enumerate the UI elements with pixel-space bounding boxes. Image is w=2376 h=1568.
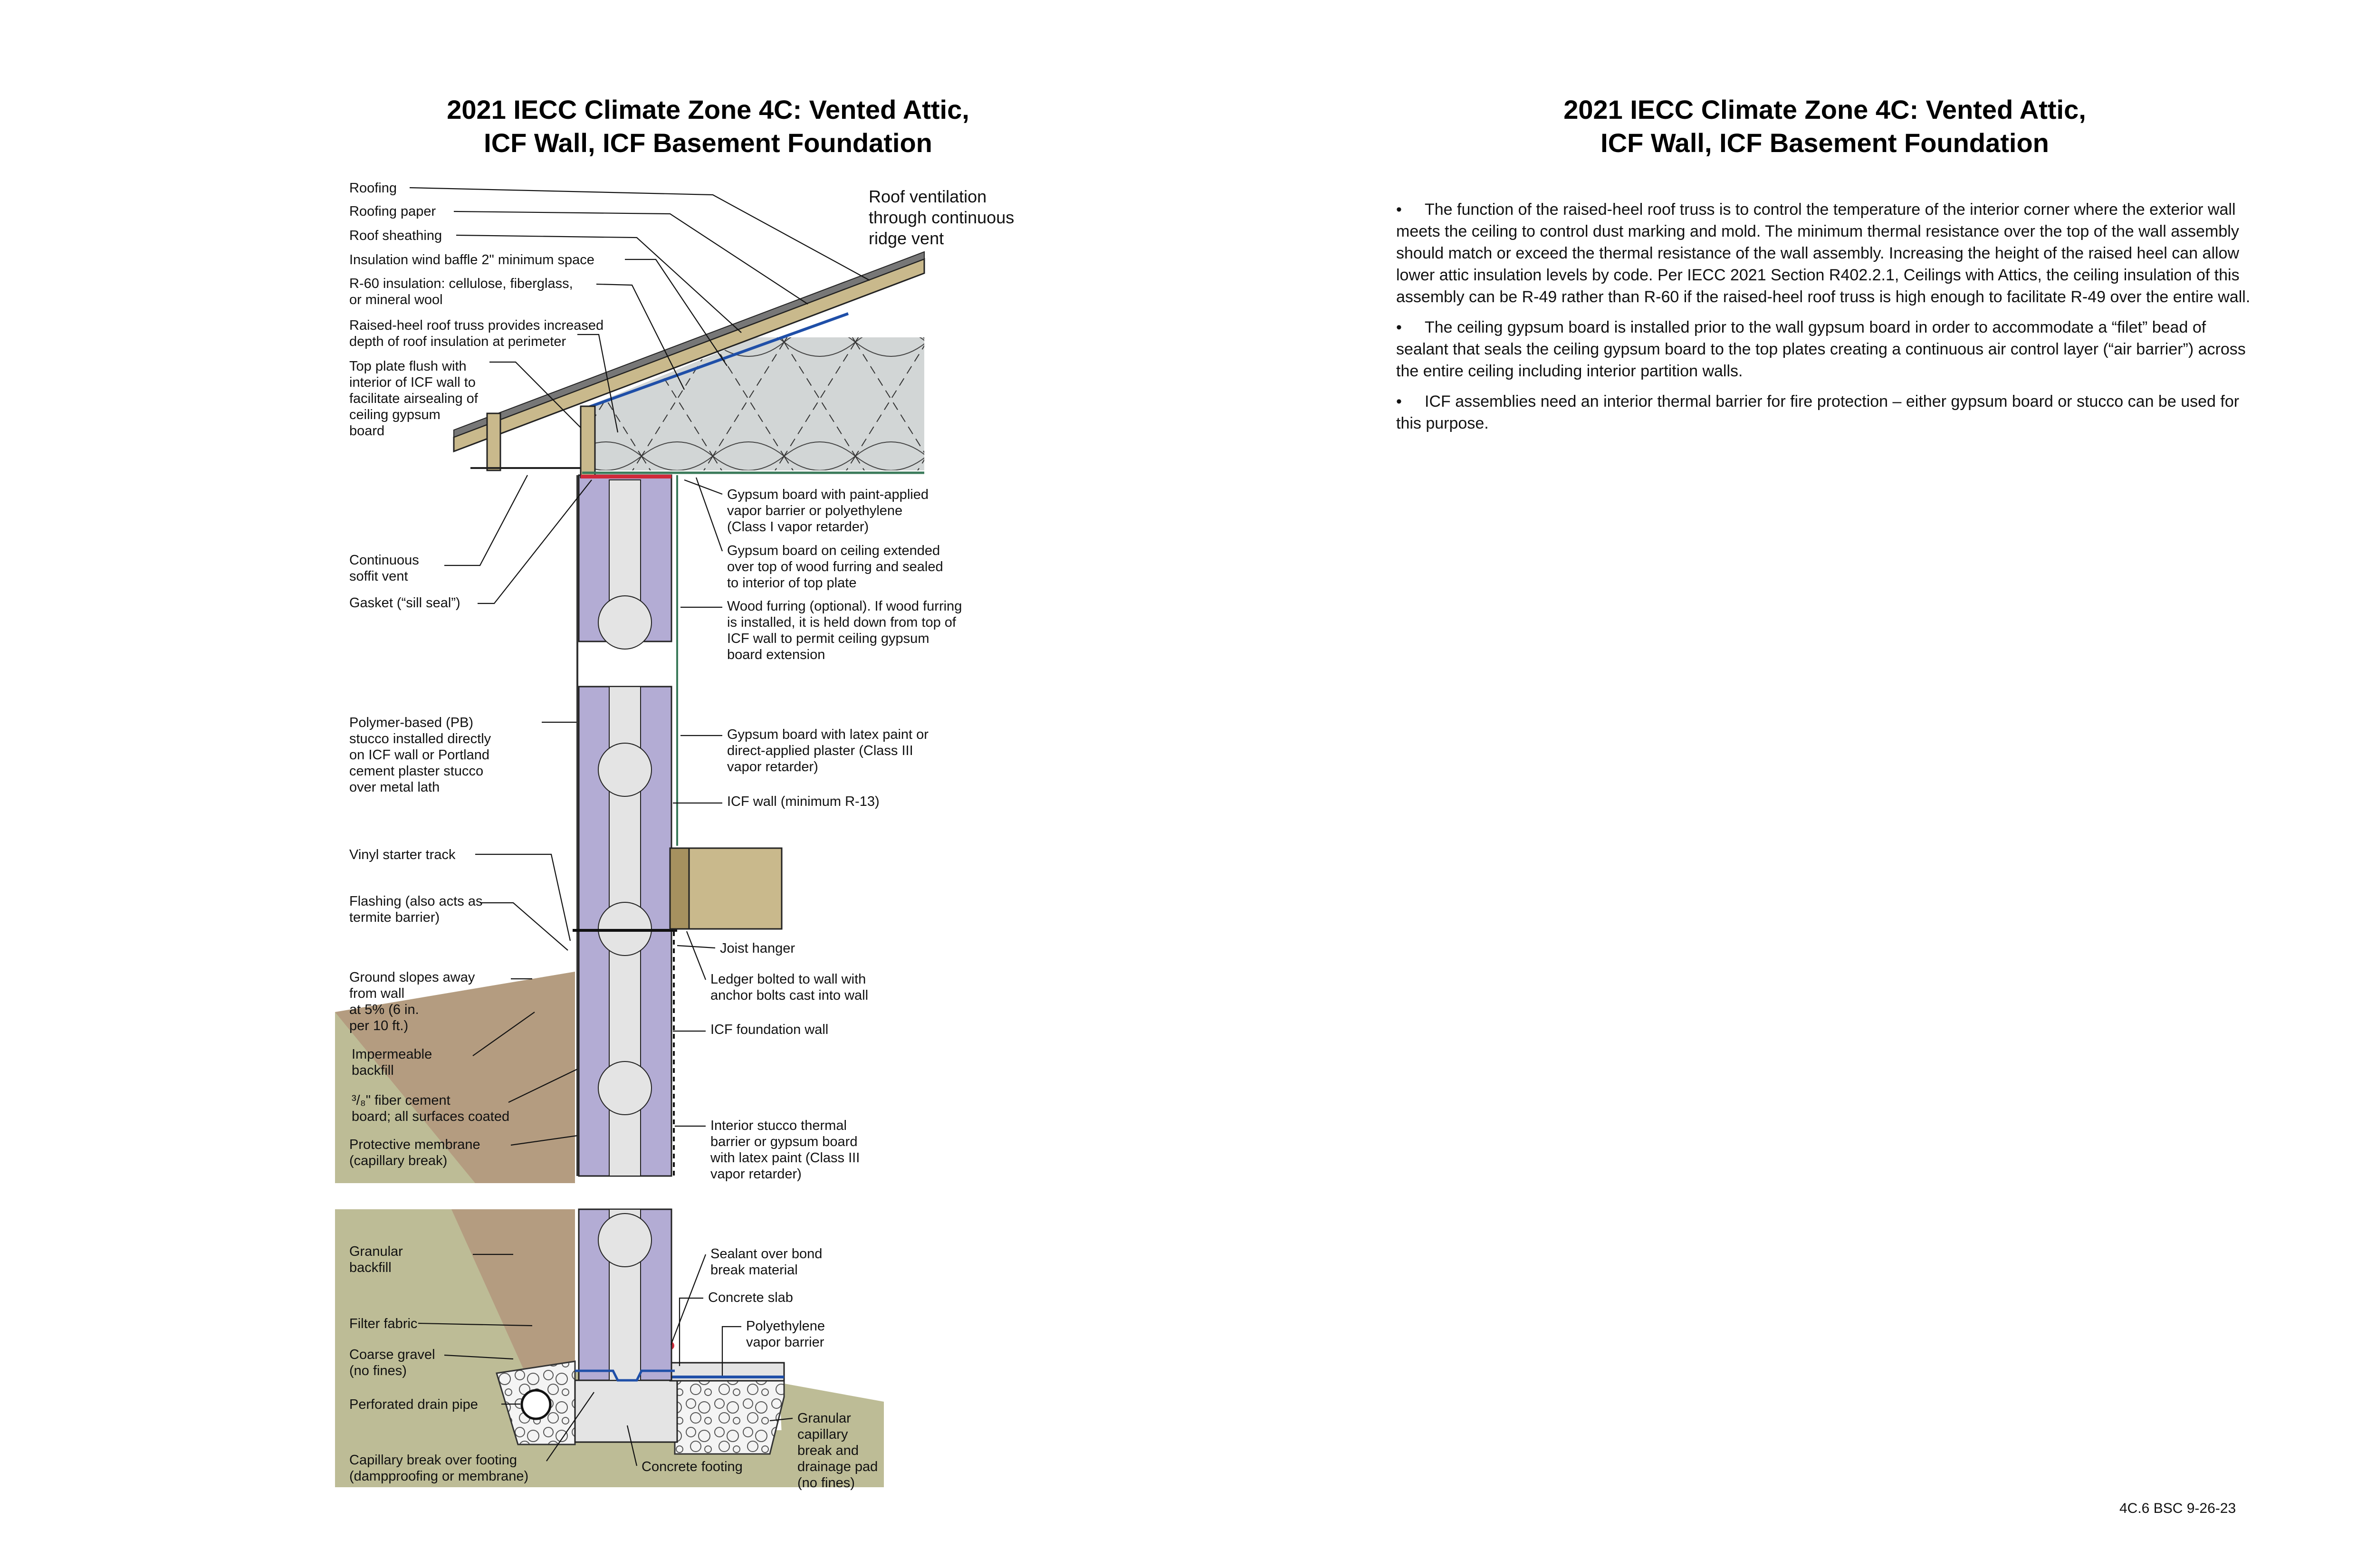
label-baffle: Insulation wind baffle 2" minimum space: [349, 252, 594, 268]
label-roofing: Roofing: [349, 181, 397, 196]
top-plate: [581, 406, 595, 478]
label-fiber-cement: ³/₈" fiber cement: [352, 1093, 450, 1108]
ledger: [670, 848, 689, 929]
label-roof-vent: Roof ventilation: [869, 187, 987, 206]
svg-text:Polymer-based (PB)stucco insta: Polymer-based (PB) stucco installed directly on ICF wall or Portland cement plaster stucco over metal lath: [349, 715, 491, 795]
attic-insulation: [582, 337, 924, 470]
svg-text:Wood furring (optional). If wo: Wood furring (optional). If wood furring is installed, it is held down from top of ICF wall to permit ceiling gypsum board extension: [727, 599, 962, 662]
svg-text:Flashing (also acts astermite: Flashing (also acts as termite barrier): [349, 894, 483, 925]
bullet-icon: •: [1396, 318, 1402, 336]
bullet-icon: •: [1396, 392, 1402, 411]
concrete-footing: [575, 1380, 677, 1442]
svg-text:Impermeablebackfill: Impermeable backfill: [352, 1047, 432, 1078]
label-sealant: Sealant over bond: [710, 1246, 823, 1262]
label-soffit-vent: Continuous: [349, 553, 419, 568]
label-roof-sheathing: Roof sheathing: [349, 228, 442, 243]
svg-text:Coarse gravel(no fines): Coarse gravel (no fines): [349, 1347, 435, 1378]
section-drawing: [335, 252, 924, 1487]
label-r60: R-60 insulation: cellulose, fiberglass,: [349, 276, 573, 291]
label-roofing-paper: Roofing paper: [349, 204, 436, 219]
svg-text:Perforated drain pipe: [349, 1397, 478, 1412]
label-interior-stucco: Interior stucco thermal: [710, 1118, 847, 1133]
label-stucco: Polymer-based (PB): [349, 715, 474, 730]
label-icf-foundation: ICF foundation wall: [710, 1022, 829, 1037]
label-gyp-latex: Gypsum board with latex paint or: [727, 727, 929, 742]
note-text: ICF assemblies need an interior thermal barrier for fire protection – either gypsum board or stucco can be used for this purpose.: [1396, 392, 2240, 432]
label-impermeable: Impermeable: [352, 1047, 432, 1062]
title-line-1: 2021 IECC Climate Zone 4C: Vented Attic,: [1563, 95, 2086, 124]
svg-text:Ground slopes awayfrom wallat: Ground slopes away from wall at 5% (6 in. per 10 ft.): [349, 970, 475, 1033]
drain-pipe: [522, 1390, 550, 1419]
title-line-2: ICF Wall, ICF Basement Foundation: [1600, 128, 2049, 158]
svg-text:Insulation wind baffle 2" mini: [349, 252, 594, 268]
label-slab: Concrete slab: [708, 1290, 793, 1305]
svg-text:Concrete slab: [708, 1290, 793, 1305]
label-ground-slopes: Ground slopes away: [349, 970, 475, 985]
label-r60: or mineral wool: [349, 292, 443, 307]
bullet-icon: •: [1396, 201, 1402, 219]
svg-text:Gypsum board on ceiling extend: Gypsum board on ceiling extended over top of wood furring and sealed to interior of top plate: [727, 543, 943, 591]
svg-text:Sealant over bondbreak materia: Sealant over bond break material: [710, 1246, 823, 1278]
svg-text:Roof sheathing: [349, 228, 442, 243]
svg-text:Joist hanger: [720, 941, 795, 956]
label-granular-pad: Granular: [797, 1411, 851, 1426]
label-icf-wall: ICF wall (minimum R-13): [727, 794, 880, 809]
svg-text:ICF wall (minimum R-13): [727, 794, 880, 809]
label-drain-pipe: Perforated drain pipe: [349, 1397, 478, 1412]
svg-text:Polyethylenevapor barrier: Polyethylene vapor barrier: [746, 1319, 825, 1350]
note-text: The function of the raised-heel roof truss is to control the temperature of the interior corner where the exterior wall meets the ceiling to control dust marking and mold. The minimum thermal resistance over the top of the wall assembly should match or exceed the thermal resistance of the wall assembly. Increasing the height of the raised heel can allow lower attic insulation levels by code. Per IECC 2021 Section R402.2.1, Ceilings with Attics, the ceiling insulation of this assembly can be R-49 rather than R-60 if the raised-heel roof truss is high enough to facilitate R-49 over the entire wall.: [1396, 201, 2251, 306]
label-joist-hanger: Joist hanger: [720, 941, 795, 956]
svg-text:Concrete footing: [642, 1459, 743, 1474]
svg-text:Raised-heel roof truss provide: [349, 318, 604, 349]
label-wood-furring: Wood furring (optional). If wood furring: [727, 599, 962, 614]
svg-text:Roofing: [349, 181, 397, 196]
icf-wall-top: [579, 475, 671, 649]
title-line-2: ICF Wall, ICF Basement Foundation: [484, 128, 932, 158]
svg-text:Vinyl starter track: [349, 847, 456, 862]
svg-text:³/₈" fiber cementboard; all su: ³/₈" fiber cement board; all surfaces coated: [352, 1093, 510, 1124]
label-raised-heel: Raised-heel roof truss provides increased: [349, 318, 604, 333]
svg-text:R-60 insulation: cellulose, fi: [349, 276, 573, 307]
label-membrane: Protective membrane: [349, 1137, 480, 1152]
label-poly: Polyethylene: [746, 1319, 825, 1334]
svg-text:Interior stucco thermalbarrier: Interior stucco thermal barrier or gypsum board with latex paint (Class III vapor retarder): [710, 1118, 860, 1182]
label-ledger: Ledger bolted to wall with: [710, 972, 866, 987]
svg-text:Roofing paper: [349, 204, 436, 219]
label-gasket: Gasket (“sill seal”): [349, 595, 460, 611]
label-flashing: Flashing (also acts as: [349, 894, 483, 909]
label-filter-fabric: Filter fabric: [349, 1316, 418, 1331]
label-raised-heel: depth of roof insulation at perimeter: [349, 334, 566, 349]
label-top-plate: Top plate flush with: [349, 359, 467, 374]
svg-text:Ledger bolted to wall withanch: Ledger bolted to wall with anchor bolts cast into wall: [710, 972, 869, 1003]
label-granular-backfill: Granular: [349, 1244, 403, 1259]
svg-text:Granularbackfill: Granular backfill: [349, 1244, 403, 1275]
footer-code: 4C.6 BSC 9-26-23: [2119, 1501, 2236, 1516]
svg-text:Capillary break over footing(d: Capillary break over footing (dampproofing or membrane): [349, 1453, 529, 1484]
note-text: The ceiling gypsum board is installed prior to the wall gypsum board in order to accommodate a “filet” bead of sealant that seals the ceiling gypsum board to the top plates creating a continuous air control layer (“air barrier”) across the entire ceiling including interior partition walls.: [1396, 318, 2246, 380]
label-capillary-footing: Capillary break over footing: [349, 1453, 517, 1468]
label-gyp-paint: Gypsum board with paint-applied: [727, 487, 929, 502]
svg-text:Gypsum board with paint-applie: Gypsum board with paint-applied vapor barrier or polyethylene (Class I vapor retarder): [727, 487, 929, 535]
svg-text:Granularcapillarybreak anddrai: Granular capillary break and drainage pad (no fines): [797, 1411, 878, 1491]
svg-text:Gasket (“sill seal”): [349, 595, 460, 611]
svg-text:Top plate flush withinterior o: Top plate flush with interior of ICF wall to facilitate airsealing of ceiling gypsum board: [349, 359, 478, 439]
svg-text:ICF foundation wall: [710, 1022, 828, 1037]
svg-text:Protective membrane(capillary: Protective membrane (capillary break): [349, 1137, 480, 1168]
svg-text:Roof ventilationthrough contin: Roof ventilation through continuous ridge vent: [869, 187, 1015, 248]
svg-text:Filter fabric: [349, 1316, 417, 1331]
label-concrete-footing: Concrete footing: [642, 1459, 743, 1474]
svg-text:Continuoussoffit vent: Continuous soffit vent: [349, 553, 419, 584]
label-coarse-gravel: Coarse gravel: [349, 1347, 435, 1362]
label-starter-track: Vinyl starter track: [349, 847, 456, 862]
svg-text:Gypsum board with latex paint: Gypsum board with latex paint or direct-applied plaster (Class III vapor retarder): [727, 727, 929, 774]
icf-wall-bottom: [575, 1209, 675, 1380]
title-line-1: 2021 IECC Climate Zone 4C: Vented Attic,: [447, 95, 969, 124]
granular-pad: [675, 1378, 784, 1454]
fascia: [487, 413, 500, 470]
label-gyp-ceiling: Gypsum board on ceiling extended: [727, 543, 940, 558]
